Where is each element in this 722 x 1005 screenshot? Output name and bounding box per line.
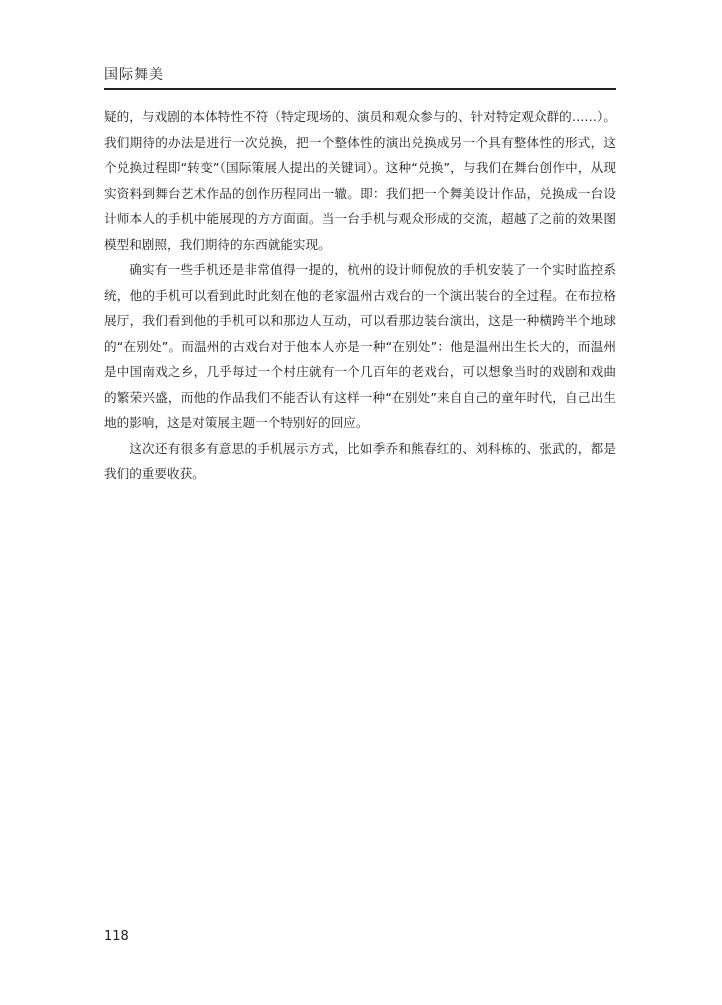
paragraph: 这次还有很多有意思的手机展示方式，比如季乔和熊春红的、刘科栋的、张武的，都是我们的重要收获。 [104, 440, 616, 481]
page-number: 118 [104, 929, 129, 944]
paragraph-continued: 疑的，与戏剧的本体特性不符（特定现场的、演员和观众参与的、针对特定观众群的……）。我们期待的办法是进行一次兑换，把一个整体性的演出兑换成另一个具有整体性的形式，这个兑换过程即“转变”（国际策展人提出的关键词）。这种“兑换”，与我们在舞台创作中，从现实资料到舞台艺术作品的创作历程同出一辙。即：我们把一个舞美设计作品，兑换成一台设计师本人的手机中能展现的方方面面。当一台手机与观众形成的交流，超越了之前的效果图模型和剧照，我们期待的东西就能实现。 [104, 109, 616, 252]
running-header [104, 66, 616, 90]
running-header-title: 国际舞美 [104, 67, 164, 83]
paragraph: 确实有一些手机还是非常值得一提的，杭州的设计师倪放的手机安装了一个实时监控系统，他的手机可以看到此时此刻在他的老家温州古戏台的一个演出装台的全过程。在布拉格展厅，我们看到他的手机可以和那边人互动，可以看那边装台演出，这是一种横跨半个地球的“在别处”。而温州的古戏台对于他本人亦是一种“在别处”：他是温州出生长大的，而温州是中国南戏之乡，几乎每过一个村庄就有一个几百年的老戏台，可以想象当时的戏剧和戏曲的繁荣兴盛，而他的作品我们不能否认有这样一种“在别处”来自自己的童年时代，自己出生地的影响，这是对策展主题一个特别好的回应。 [104, 262, 616, 430]
body-text [104, 104, 616, 487]
